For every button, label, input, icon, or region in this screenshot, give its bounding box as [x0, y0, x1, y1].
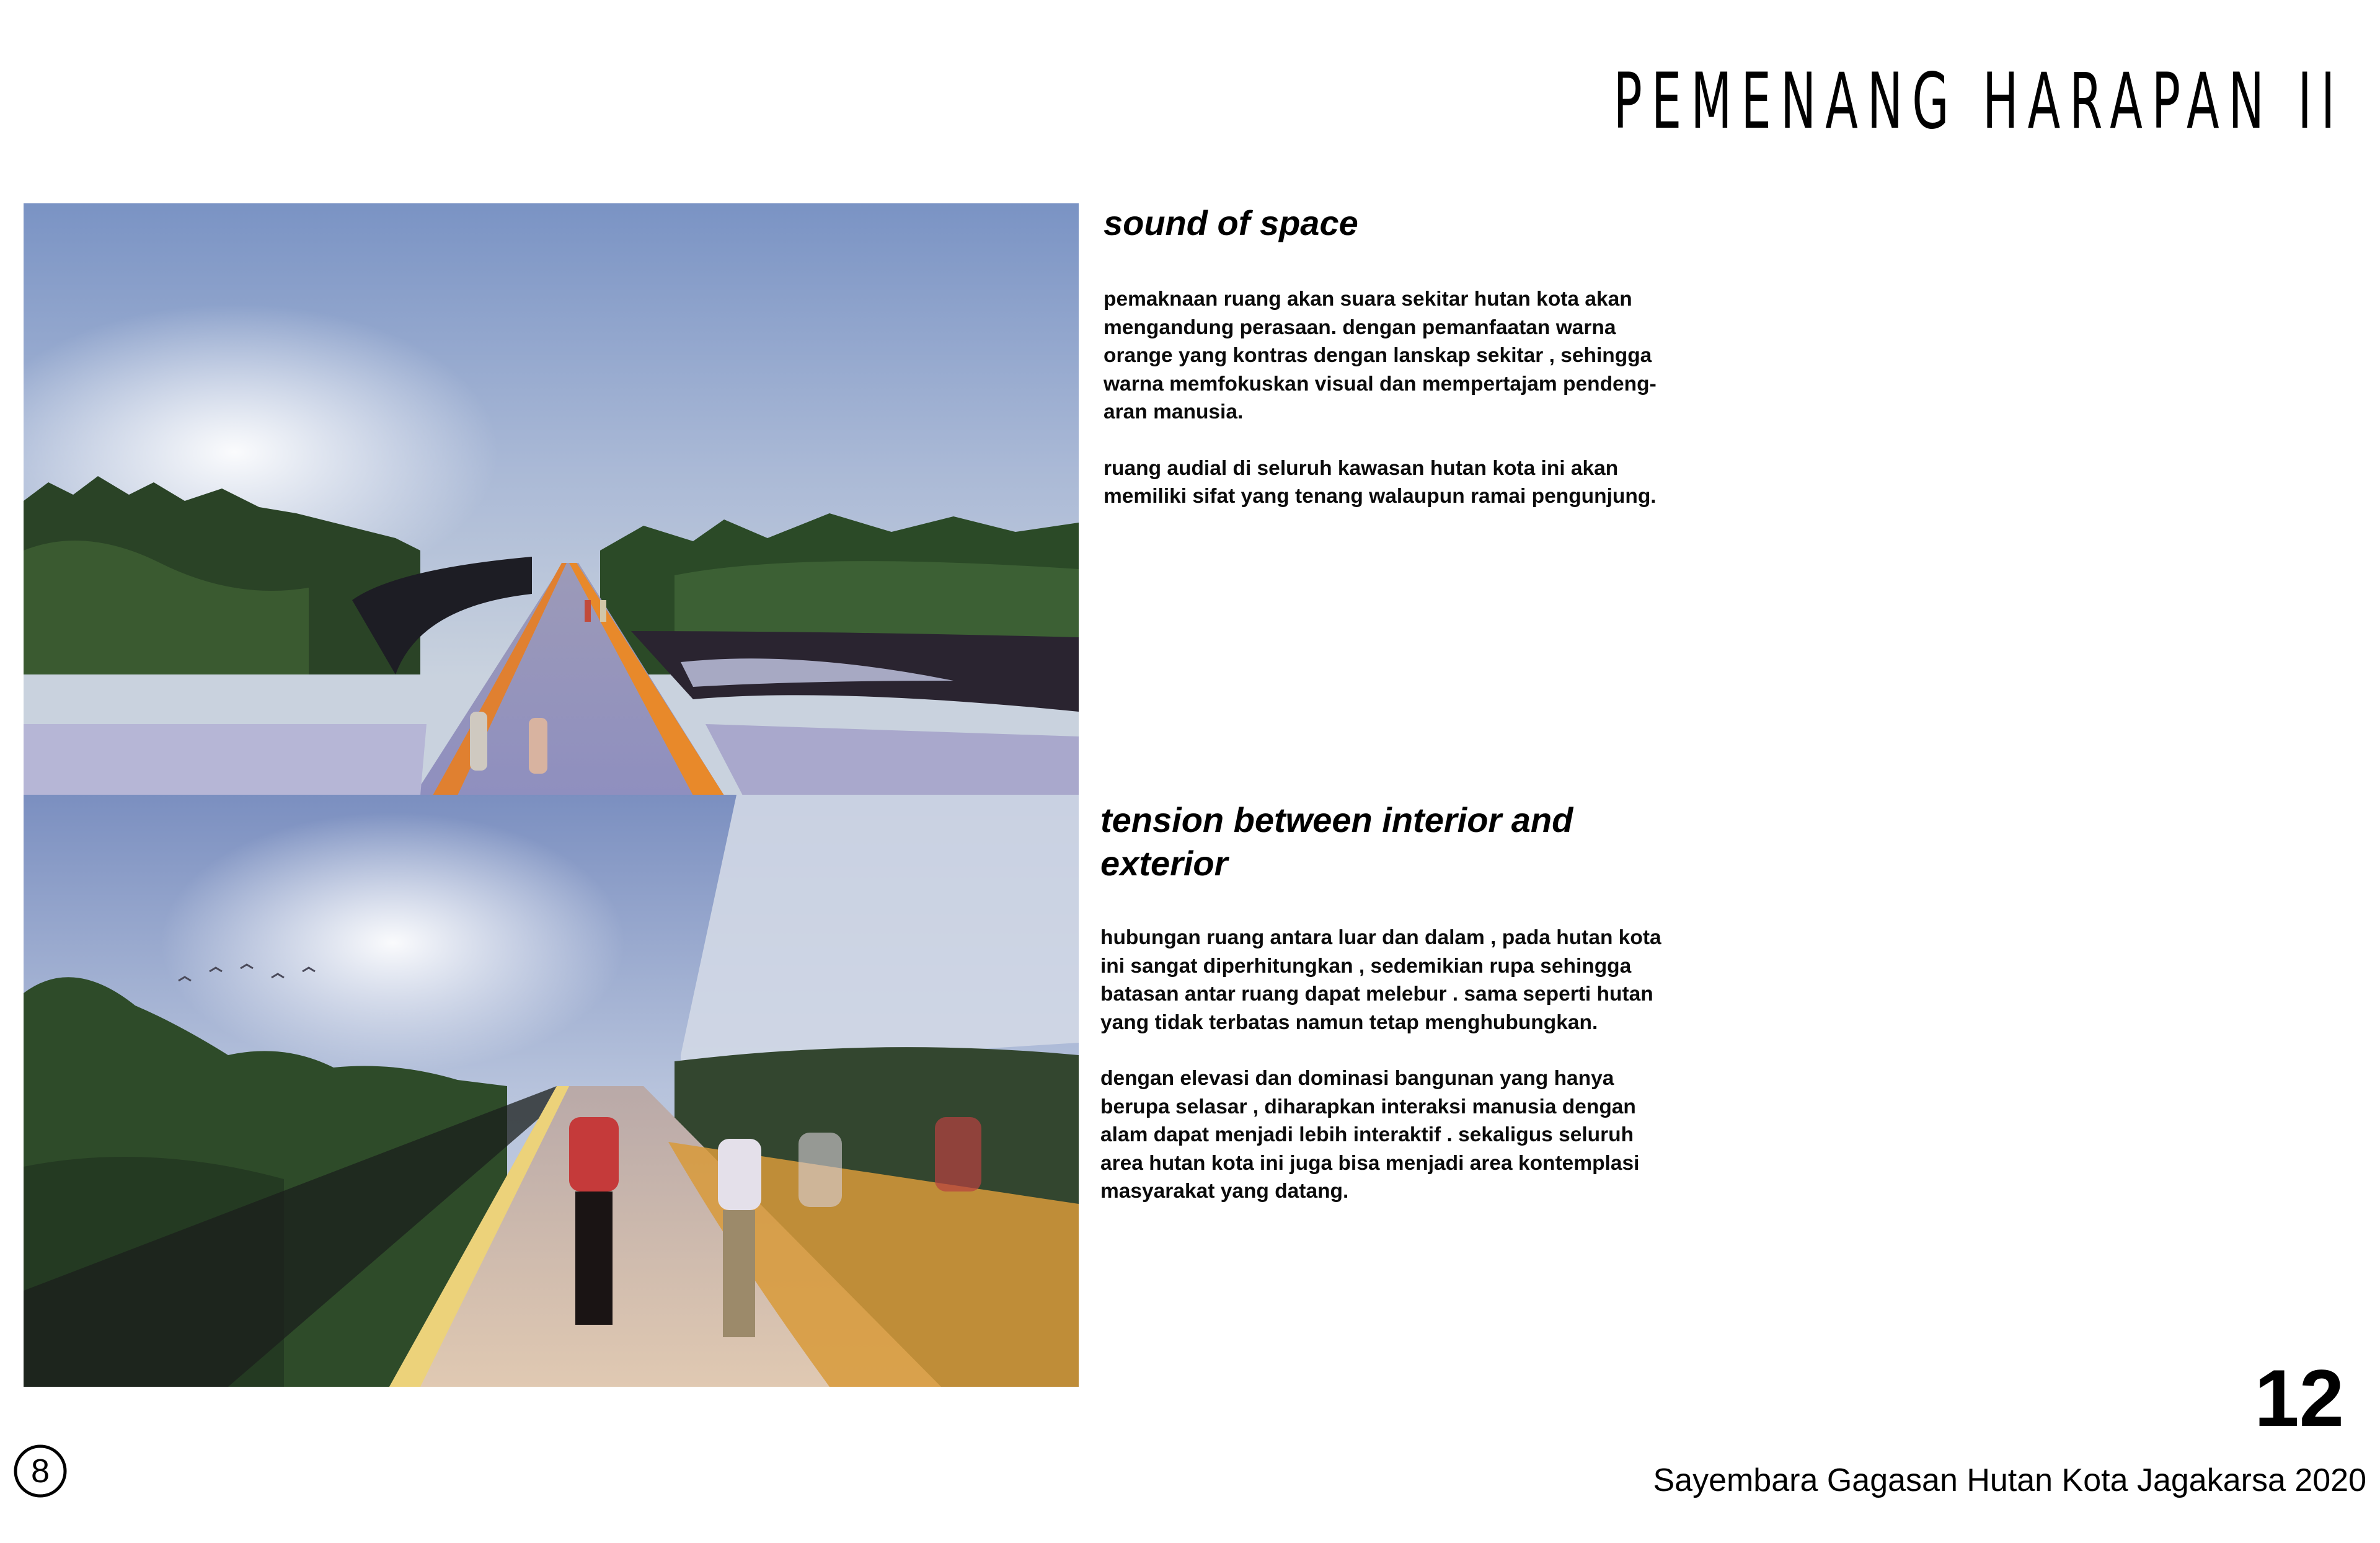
render-image-sound-of-space — [24, 203, 1079, 795]
section-body-interior-exterior — [1100, 924, 1720, 1234]
logo-glyph: 8 — [30, 1452, 50, 1490]
section-title-sound-of-space: sound of space — [1104, 203, 1358, 242]
page-number: 12 — [2254, 1353, 2344, 1443]
paragraph: dengan elevasi dan dominasi bangunan yang hanya berupa selasar , diharapkan interaksi manusia dengan alam dapat menjadi lebih interaktif . sekaligus seluruh area hutan kota ini juga bisa menjadi area kontemplasi masyarakat yang datang. — [1100, 1067, 1640, 1203]
paragraph: hubungan ruang antara luar dan dalam , pada hutan kota ini sangat diperhitungkan , sedemikian rupa sehingga batasan antar ruang dapat melebur . sama seperti hutan yang tidak terbatas namun tetap menghubungkan. — [1100, 926, 1661, 1034]
circled-eight-logo-icon — [12, 1443, 68, 1499]
paragraph: pemaknaan ruang akan suara sekitar hutan kota akan mengandung perasaan. dengan pemanfaatan warna orange yang kontras dengan lanskap sekitar , sehingga warna memfokuskan visual dan mempertajam pendeng- aran manusia. — [1104, 288, 1657, 423]
section-body-sound-of-space — [1104, 285, 1723, 539]
page-title: PEMENANG HARAPAN II — [1613, 57, 2344, 146]
section-title-interior-exterior: tension between interior and exterior — [1100, 800, 1573, 883]
paragraph: ruang audial di seluruh kawasan hutan kota ini akan memiliki sifat yang tenang walaupun ramai pengunjung. — [1104, 456, 1657, 508]
render-image-interior-exterior — [24, 795, 1079, 1387]
footer-competition-title: Sayembara Gagasan Hutan Kota Jagakarsa 2020 — [1653, 1462, 2366, 1498]
